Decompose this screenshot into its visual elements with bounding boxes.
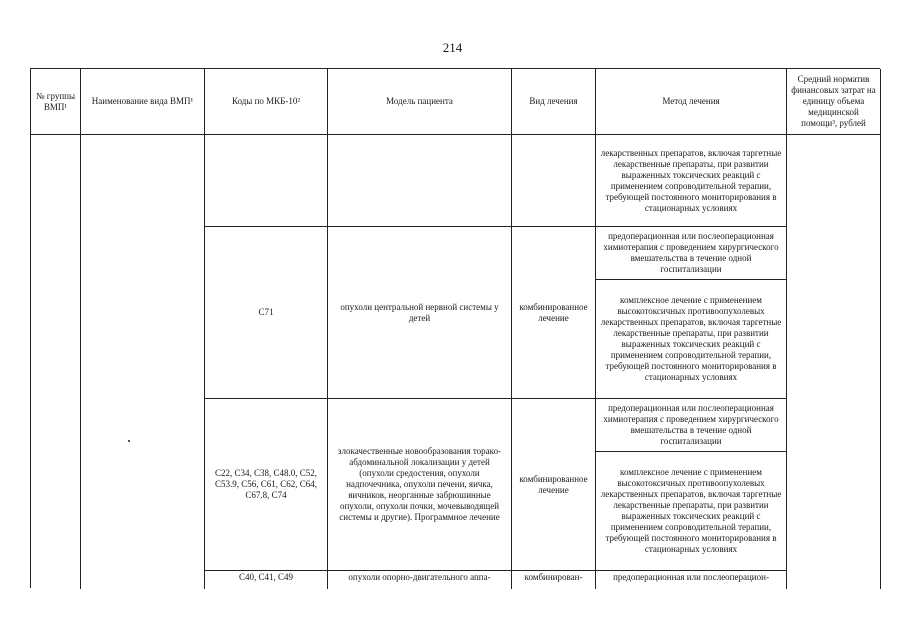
method-cell-1: лекарственных препаратов, включая таргетные лекарственные препараты, при развитии выраженных токсических реакций с применением сопроводительной терапии, требующей постоянного мониторирования в стационарных условиях [596,135,787,227]
treatment-cell-3: комбинированное лечение [512,399,596,571]
data-table [30,68,880,588]
header-treatment: Вид лечения [512,69,596,135]
header-name: Наименование вида ВМП¹ [81,69,205,135]
model-cell-2: опухоли центральной нервной системы у детей [328,227,512,399]
model-cell-1 [328,135,512,227]
group-cell [31,135,81,589]
cost-cell [787,135,881,589]
header-codes: Коды по МКБ-10² [205,69,328,135]
header-group: № группы ВМП¹ [31,69,81,135]
treatment-cell-1 [512,135,596,227]
header-method: Метод лечения [596,69,787,135]
codes-cell-2: C71 [205,227,328,399]
scan-speck [128,440,130,442]
treatment-cell-2: комбинированное лечение [512,227,596,399]
treatment-cell-4: комбинирован- [512,571,596,589]
name-cell [81,135,205,589]
codes-cell-3: C22, C34, C38, C48.0, C52, C53.9, C56, C61, C62, C64, C67.8, C74 [205,399,328,571]
method-cell-2b: комплексное лечение с применением высокотоксичных противоопухолевых лекарственных препаратов, включая таргетные лекарственные препараты, при развитии выраженных токсических реакций с применением сопроводительной терапии, требующей постоянного мониторирования в стационарных условиях [596,280,787,399]
model-cell-4: опухоли опорно-двигательного аппа- [328,571,512,589]
header-model: Модель пациента [328,69,512,135]
method-cell-3a: предоперационная или послеоперационная химиотерапия с проведением хирургического вмешательства в течение одной госпитализации [596,399,787,452]
codes-cell-4: C40, C41, C49 [205,571,328,589]
model-cell-3: злокачественные новообразования торако-абдоминальной локализации у детей (опухоли средостения, опухоли надпочечника, опухоли печени, яичка, яичников, неорганные забрюшинные опухоли, опухоли почки, мочевыводящей системы и другие). Программное лечение [328,399,512,571]
method-cell-4: предоперационная или послеоперацион- [596,571,787,589]
method-cell-3b: комплексное лечение с применением высокотоксичных противоопухолевых лекарственных препаратов, включая таргетные лекарственные препараты, при развитии выраженных токсических реакций с применением сопроводительной терапии, требующей постоянного мониторирования в стационарных условиях [596,452,787,571]
method-cell-2a: предоперационная или послеоперационная химиотерапия с проведением хирургического вмешательства в течение одной госпитализации [596,227,787,280]
header-cost: Средний норматив финансовых затрат на единицу объема медицинской помощи³, рублей [787,69,881,135]
codes-cell-1 [205,135,328,227]
page-number: 214 [442,40,463,55]
